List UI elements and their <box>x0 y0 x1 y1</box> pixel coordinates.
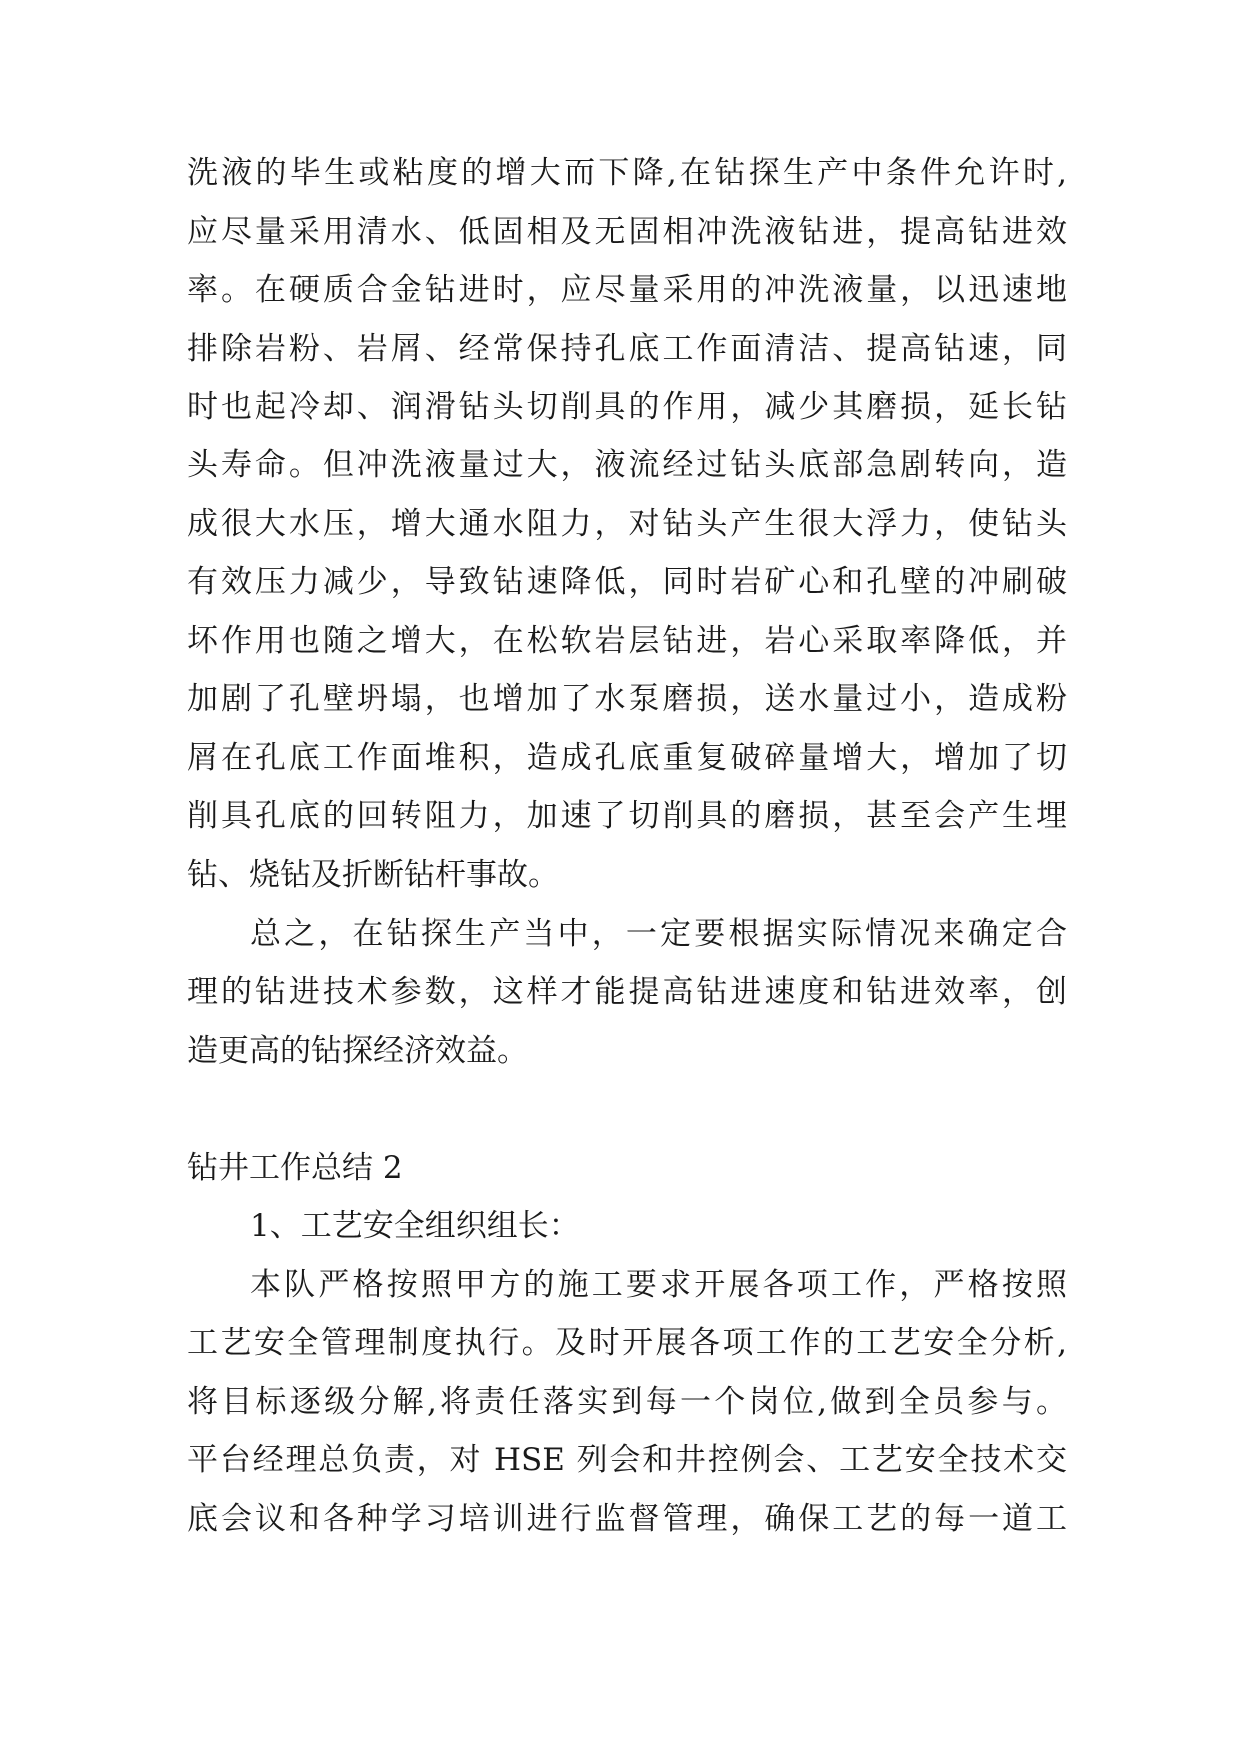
conclusion-line: 造更高的钻探经济效益。 <box>187 1033 528 1069</box>
body-line: 头寿命。但冲洗液量过大，液流经过钻头底部急剧转向，造 <box>187 447 1067 483</box>
body-line: 屑在孔底工作面堆积，造成孔底重复破碎量增大，增加了切 <box>187 740 1067 776</box>
body-line: 坏作用也随之增大，在松软岩层钻进，岩心采取率降低，并 <box>187 623 1067 659</box>
body-line: 将目标逐级分解,将责任落实到每一个岗位,做到全员参与。 <box>187 1384 1067 1420</box>
body-line: 工艺安全管理制度执行。及时开展各项工作的工艺安全分析, <box>187 1325 1067 1361</box>
body-line: 底会议和各种学习培训进行监督管理，确保工艺的每一道工 <box>187 1501 1067 1537</box>
body-line: 排除岩粉、岩屑、经常保持孔底工作面清洁、提高钻速，同 <box>187 331 1067 367</box>
body-line: 洗液的毕生或粘度的增大而下降,在钻探生产中条件允许时, <box>187 155 1067 191</box>
body-line: 平台经理总负责，对 HSE 列会和井控例会、工艺安全技术交 <box>187 1442 1067 1478</box>
body-line: 本队严格按照甲方的施工要求开展各项工作，严格按照 <box>250 1267 1067 1303</box>
item-title: 1、工艺安全组织组长： <box>250 1208 580 1244</box>
section-heading: 钻井工作总结 2 <box>187 1150 403 1186</box>
conclusion-line: 理的钻进技术参数，这样才能提高钻进速度和钻进效率，创 <box>187 974 1067 1010</box>
body-line: 削具孔底的回转阻力，加速了切削具的磨损，甚至会产生埋 <box>187 798 1067 834</box>
body-line: 钻、烧钻及折断钻杆事故。 <box>187 857 559 893</box>
body-line: 加剧了孔壁坍塌，也增加了水泵磨损，送水量过小，造成粉 <box>187 681 1067 717</box>
body-line: 时也起冷却、润滑钻头切削具的作用，减少其磨损，延长钻 <box>187 389 1067 425</box>
body-line: 率。在硬质合金钻进时，应尽量采用的冲洗液量，以迅速地 <box>187 272 1067 308</box>
body-line: 成很大水压，增大通水阻力，对钻头产生很大浮力，使钻头 <box>187 506 1067 542</box>
body-line: 有效压力减少，导致钻速降低，同时岩矿心和孔壁的冲刷破 <box>187 564 1067 600</box>
body-line: 应尽量采用清水、低固相及无固相冲洗液钻进，提高钻进效 <box>187 214 1067 250</box>
conclusion-line: 总之，在钻探生产当中，一定要根据实际情况来确定合 <box>250 916 1067 952</box>
